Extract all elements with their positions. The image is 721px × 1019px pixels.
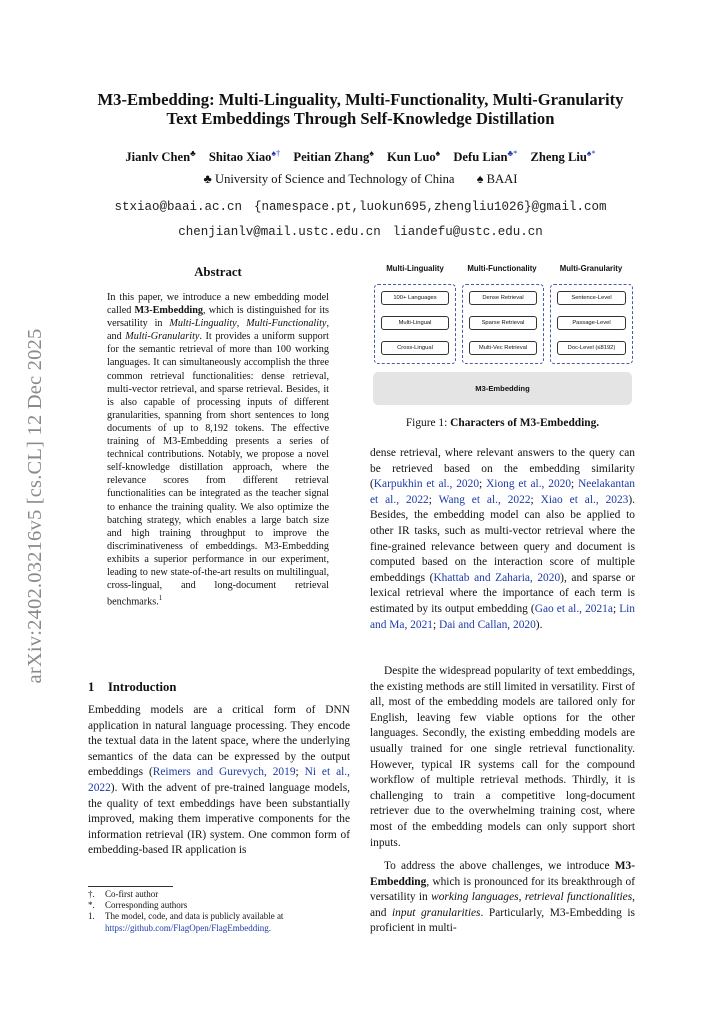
author-name: Defu Lian	[453, 150, 508, 165]
figure-item-sentence-level: Sentence-Level	[557, 291, 626, 305]
text: ;	[295, 766, 305, 779]
model-name: M3-Embedding	[134, 305, 204, 317]
citation-link[interactable]: Dai and Callan, 2020	[438, 618, 536, 631]
text: ;	[432, 618, 439, 631]
author-mark: ♣*	[507, 148, 518, 158]
footnote-mark: 1.	[88, 911, 95, 922]
emphasis: retrieval functionalities	[524, 891, 633, 904]
citation-link[interactable]: Ni et al., 2022	[88, 766, 350, 794]
author	[125, 150, 195, 164]
emphasis: Multi-Functionality	[246, 318, 327, 330]
text: . Particularly, M3-Embedding is proficient in multi-	[370, 906, 635, 935]
title-line-1: M3-Embedding: Multi-Linguality, Multi-Functionality, Multi-Granularity	[97, 90, 624, 109]
figure-header-linguality: Multi-Linguality	[386, 264, 444, 273]
email-line-1	[40, 200, 681, 214]
text: , which is pronounced for its breakthrough of versatility in	[370, 875, 635, 904]
footnote-mark: †.	[88, 889, 95, 899]
text: ;	[530, 493, 541, 506]
affiliation-mark: ♠	[476, 172, 484, 186]
footnote	[88, 900, 352, 911]
text: , and	[107, 318, 329, 343]
author	[387, 150, 440, 164]
emphasis: Multi-Granularity	[125, 331, 200, 343]
author-mark: ♠	[435, 148, 441, 158]
figure-core-model: M3-Embedding	[373, 372, 632, 405]
figure-item-dense-retrieval: Dense Retrieval	[469, 291, 537, 305]
author-name: Zheng Liu	[530, 150, 587, 165]
functionality-group	[462, 284, 544, 364]
text: ).	[535, 618, 543, 631]
linguality-group	[374, 284, 456, 364]
right-paragraph-2: Despite the widespread popularity of text embeddings, the existing methods are still limited in versatility. First of all, most of the embedding models are tailored only for English, leaving few viable options for the other languages. Secondly, the existing embedding models are usually trained for one single retrieval functionality. However, typical IR systems call for the compound workflow of multiple retrieval methods. Thirdly, it is challenging to train a competitive long-document retriever due to the overwhelming training cost, where most of the embedding models can only support short inputs.	[370, 665, 635, 849]
author-mark: ♠*	[586, 148, 596, 158]
right-paragraph-1	[370, 446, 635, 633]
emphasis: working languages	[431, 891, 519, 904]
author-list	[60, 148, 661, 165]
footnote-text: Corresponding authors	[105, 900, 188, 911]
author	[531, 150, 596, 164]
figure-item-sparse-retrieval: Sparse Retrieval	[469, 316, 537, 330]
citation-link[interactable]: Reimers and Gurevych, 2019	[152, 766, 296, 779]
citation-link[interactable]: Lin and Ma, 2021	[370, 602, 636, 631]
text: In this paper, we introduce a new embedding model called	[107, 292, 329, 317]
text: , and	[370, 891, 636, 919]
author-name: Shitao Xiao	[208, 150, 272, 165]
text: ). Besides, the embedding model can also be applied to other IR tasks, such as multi-vector retrieval where the fine-grained relevance between query and document is computed based on the interaction score of multiple embeddings (	[370, 493, 636, 584]
text: dense retrieval, where relevant answers to the query can be retrieved based on the embedding similarity (	[370, 447, 635, 491]
title-line-2: Text Embeddings Through Self-Knowledge Distillation	[166, 109, 555, 128]
text: ;	[571, 478, 579, 491]
footnote	[88, 911, 352, 933]
text: ;	[479, 478, 487, 491]
footnote-text: Co-first author	[105, 889, 159, 899]
figure-1-diagram	[370, 264, 635, 408]
figure-item-passage-level: Passage-Level	[557, 316, 626, 330]
github-link[interactable]: https://github.com/FlagOpen/FlagEmbedding.	[105, 922, 271, 933]
email: liandefu@ustc.edu.cn	[392, 225, 543, 239]
figure-item-100-languages: 100+ Languages	[381, 291, 449, 305]
text: Embedding models are a critical form of DNN application in natural language processing. They encode the textual data in the latent space, where the underlying semantics of the data can be expressed by the output embeddings (	[88, 704, 350, 779]
footnote-body	[105, 911, 352, 933]
email: stxiao@baai.ac.cn	[114, 200, 242, 214]
footnote-text: The model, code, and data is publicly available at	[105, 911, 284, 922]
text: . It provides a uniform support for the semantic retrieval of more than 100 working languages. It can simultaneously accomplish the three common retrieval functionalities: dense retrieval, multi-vector retrieval, and sparse retrieval. Besides, it is also capable of processing inputs of different granularities, spanning from short sentences to long documents of up to 8,192 tokens. The effective training of M3-Embedding presents a series of technical contributions. Notably, we propose a novel self-knowledge distillation approach, where the relevance scores from different retrieval functionalities can be integrated as the teacher signal to enhance the training quality. We also optimize the batching strategy, which enables a large batch size and high training throughput to improve the discriminativeness of embeddings. M3-Embedding exhibits a superior performance in our experiment, leading to new state-of-the-art results on multilingual, cross-lingual, and long-document retrieval benchmarks.	[107, 331, 329, 608]
author-name: Kun Luo	[386, 150, 436, 165]
emphasis: input granularities	[392, 906, 481, 919]
citation-link[interactable]: Wang et al., 2022	[438, 493, 531, 506]
affiliation-mark: ♣	[203, 172, 212, 186]
right-paragraph-3	[370, 859, 635, 937]
abstract-heading: Abstract	[194, 265, 242, 279]
author	[453, 150, 517, 164]
paper-title	[60, 90, 661, 128]
author-name: Peitian Zhang	[293, 150, 370, 165]
figure-item-multi-lingual: Multi-Lingual	[381, 316, 449, 330]
text: ). With the advent of pre-trained language models, the quality of text embeddings have been substantially improved, making them imperative components for the information retrieval (IR) system. One common form of embedding-based IR application is	[88, 781, 350, 857]
author-mark: ♠†	[271, 148, 281, 158]
author	[209, 150, 280, 164]
email: chenjianlv@mail.ustc.edu.cn	[178, 225, 381, 239]
citation-link[interactable]: Gao et al., 2021a	[534, 602, 613, 615]
section-title: Introduction	[108, 680, 177, 694]
footnote-divider	[88, 886, 173, 887]
abstract-body	[107, 291, 329, 609]
footnotes	[88, 889, 352, 934]
figure-header-granularity: Multi-Granularity	[559, 264, 623, 273]
figure-header-functionality: Multi-Functionality	[467, 264, 537, 273]
arxiv-identifier-stamp: arXiv:2402.03216v5 [cs.CL] 12 Dec 2025	[24, 328, 46, 684]
affiliations	[60, 172, 661, 187]
text: ;	[428, 493, 439, 506]
affiliation-ustc: University of Science and Technology of China	[214, 172, 455, 186]
author	[293, 150, 373, 164]
text: ,	[236, 318, 247, 330]
email: {namespace.pt,luokun695,zhengliu1026}@gmail.com	[253, 200, 607, 214]
figure-caption	[370, 417, 635, 429]
author-mark: ♣	[190, 148, 196, 158]
caption-label: Figure 1:	[405, 417, 451, 429]
section-heading-introduction	[88, 680, 176, 695]
text: ,	[518, 891, 525, 904]
author-mark: ♠	[369, 148, 374, 158]
intro-paragraph	[88, 703, 350, 859]
citation-link[interactable]: Xiong et al., 2020	[486, 478, 572, 491]
emphasis: Multi-Linguality	[169, 318, 237, 330]
footnote	[88, 889, 352, 900]
model-name: M3-Embedding	[370, 860, 635, 888]
figure-item-multi-vec-retrieval: Multi-Vec Retrieval	[469, 341, 537, 355]
caption-text: Characters of M3-Embedding.	[450, 417, 600, 429]
footnote-ref[interactable]: 1	[158, 594, 163, 603]
figure-item-cross-lingual: Cross-Lingual	[381, 341, 449, 355]
citation-link[interactable]: Khattab and Zaharia, 2020	[433, 571, 561, 584]
footnote-mark: *.	[88, 900, 95, 911]
affiliation-baai: BAAI	[486, 172, 518, 186]
text: ;	[612, 602, 620, 615]
figure-item-doc-level: Doc-Level (≤8192)	[557, 341, 626, 355]
citation-link[interactable]: Xiao et al., 2023	[540, 493, 629, 506]
citation-link[interactable]: Neelakantan et al., 2022	[370, 478, 635, 506]
text: , which is distinguished for its versatility in	[107, 305, 330, 330]
text: To address the above challenges, we introduce	[384, 860, 615, 872]
granularity-group	[550, 284, 633, 364]
author-name: Jianlv Chen	[125, 150, 191, 165]
text: ), and sparse or lexical retrieval where the importance of each term is estimated by its output embedding (	[370, 571, 635, 615]
email-line-2	[40, 225, 681, 239]
citation-link[interactable]: Karpukhin et al., 2020	[373, 478, 480, 491]
section-number: 1	[88, 680, 95, 694]
